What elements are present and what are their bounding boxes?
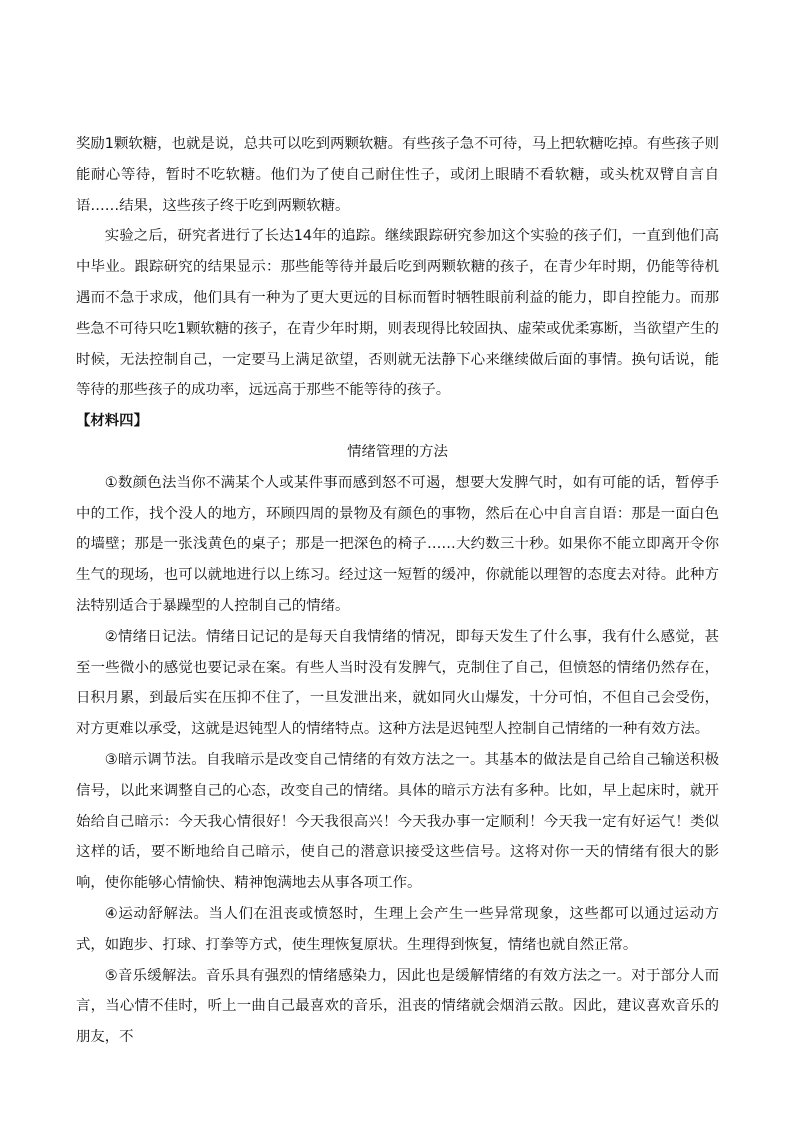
material-label: 【材料四】 <box>76 413 148 430</box>
document-body <box>76 129 719 1053</box>
paragraph-continuation: 奖励1颗软糖，也就是说，总共可以吃到两颗软糖。有些孩子急不可待，马上把软糖吃掉。有些孩子则能耐心等待，暂时不吃软糖。他们为了使自己耐住性子，或闭上眼睛不看软糖，或头枕双臂自言自语……结果，这些孩子终于吃到两颗软糖。 <box>76 136 719 214</box>
method-suggestion: ③暗示调节法。自我暗示是改变自己情绪的有效方法之一。其基本的做法是自己给自己输送积极信号，以此来调整自己的心态，改变自己的情绪。具体的暗示方法有多种。比如，早上起床时，就开始给自己暗示：今天我心情很好！今天我很高兴！今天我办事一定顺利！今天我一定有好运气！类似这样的话，要不断地给自己暗示，使自己的潜意识接受这些信号。这将对你一天的情绪有很大的影响，使你能够心情愉快、精神饱满地去从事各项工作。 <box>76 751 719 892</box>
paragraph-follow-up-study: 实验之后，研究者进行了长达14年的追踪。继续跟踪研究参加这个实验的孩子们，一直到他们高中毕业。跟踪研究的结果显示：那些能等待并最后吃到两颗软糖的孩子，在青少年时期，仍能等待机遇而不急于求成，他们具有一种为了更大更远的目标而暂时牺牲眼前利益的能力，即自控能力。而那些急不可待只吃1颗软糖的孩子，在青少年时期，则表现得比较固执、虚荣或优柔寡断，当欲望产生的时候，无法控制自己，一定要马上满足欲望，否则就无法静下心来继续做后面的事情。换句话说，能等待的那些孩子的成功率，远远高于那些不能等待的孩子。 <box>76 228 719 399</box>
method-emotion-diary: ②情绪日记法。情绪日记记的是每天自我情绪的情况，即每天发生了什么事，我有什么感觉，甚至一些微小的感觉也要记录在案。有些人当时没有发脾气，克制住了自己，但愤怒的情绪仍然存在，日积月累，到最后实在压抑不住了，一旦发泄出来，就如同火山爆发，十分可怕，不但自己会受伤，对方更难以承受，这就是迟钝型人的情绪特点。这种方法是迟钝型人控制自己情绪的一种有效方法。 <box>76 628 719 738</box>
section-title: 情绪管理的方法 <box>347 443 448 460</box>
method-music: ⑤音乐缓解法。音乐具有强烈的情绪感染力，因此也是缓解情绪的有效方法之一。对于部分人而言，当心情不佳时，听上一曲自己最喜欢的音乐，沮丧的情绪就会烟消云散。因此，建议喜欢音乐的朋友，不 <box>76 967 719 1046</box>
method-count-colors: ①数颜色法当你不满某个人或某件事而感到怒不可遏，想要大发脾气时，如有可能的话，暂停手中的工作，找个没人的地方，环顾四周的景物及有颜色的事物，然后在心中自言自语：那是一面白色的墙壁；那是一张浅黄色的桌子；那是一把深色的椅子……大约数三十秒。如果你不能立即离开令你生气的现场，也可以就地进行以上练习。经过这一短暂的缓冲，你就能以理智的态度去对待。此种方法特别适合于暴躁型的人控制自己的情绪。 <box>76 474 719 614</box>
method-exercise: ④运动舒解法。当人们在沮丧或愤怒时，生理上会产生一些异常现象，这些都可以通过运动方式，如跑步、打球、打拳等方式，使生理恢复原状。生理得到恢复，情绪也就自然正常。 <box>76 905 719 953</box>
